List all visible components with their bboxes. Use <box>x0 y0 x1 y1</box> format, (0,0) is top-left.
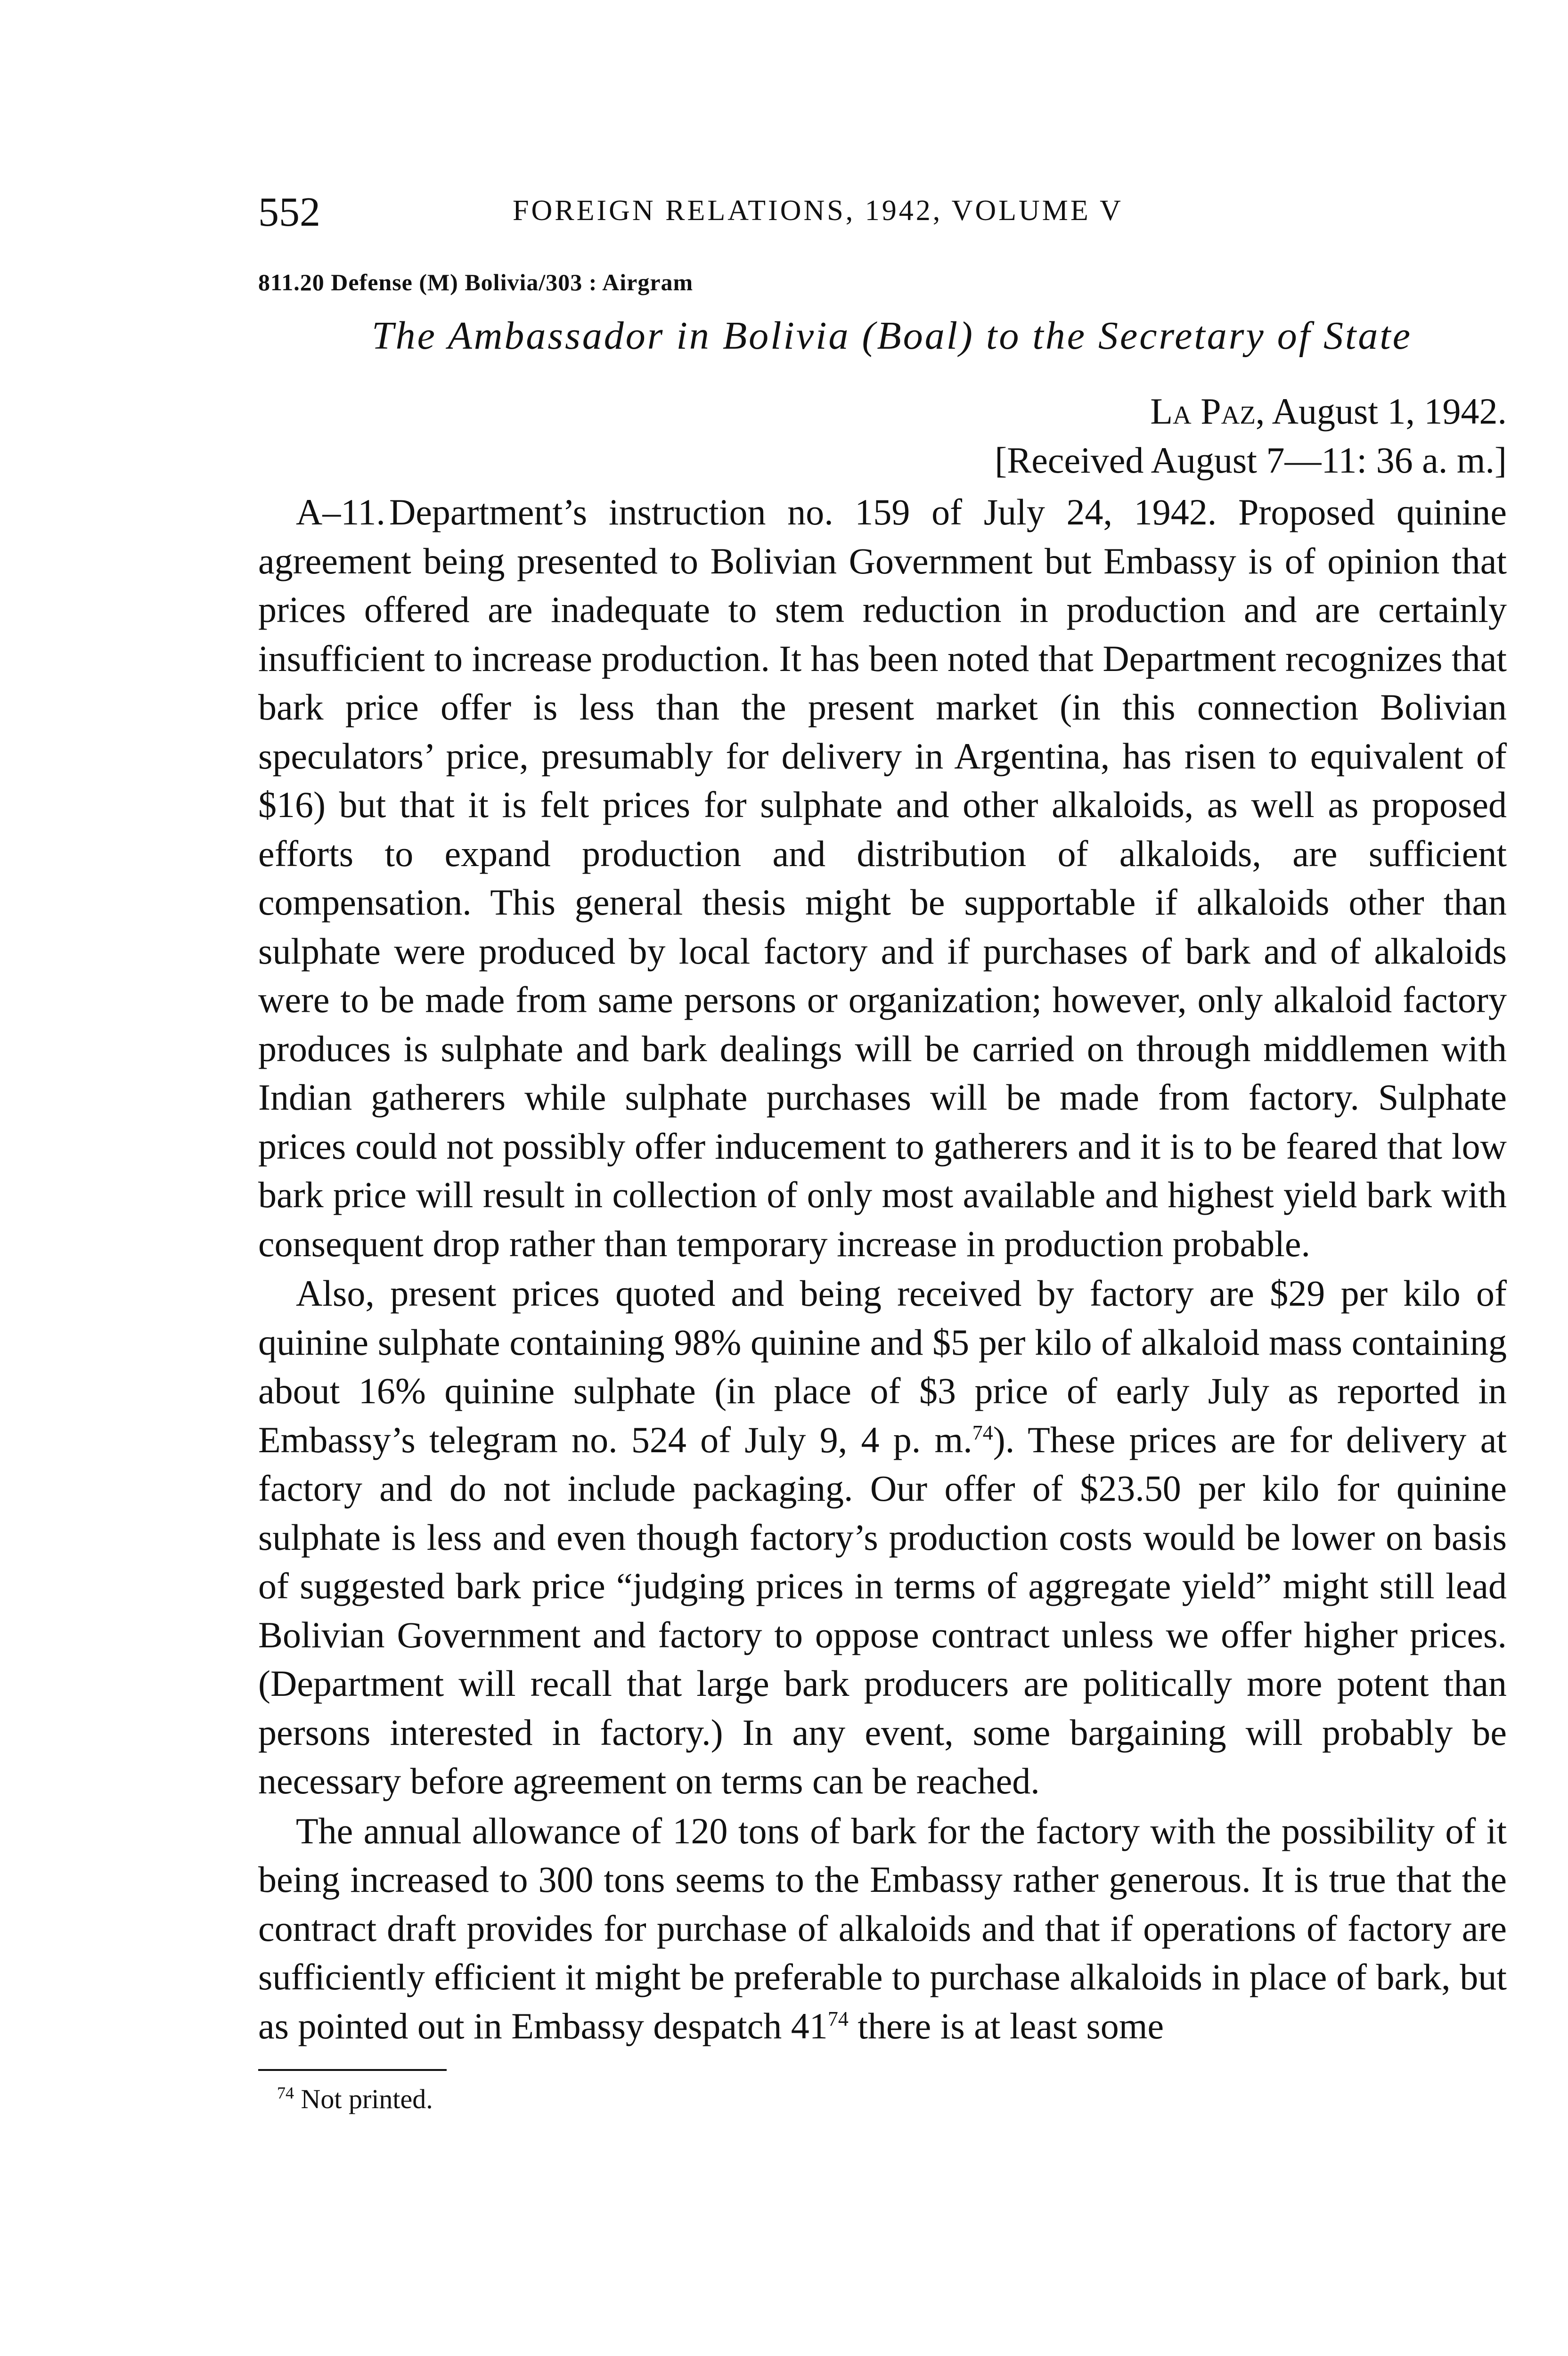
running-title: FOREIGN RELATIONS, 1942, VOLUME V <box>513 195 1123 227</box>
footnote-marker: 74 <box>277 2083 294 2102</box>
paragraph <box>258 1269 1507 1806</box>
dateline-date: August 1, 1942. <box>1272 391 1507 432</box>
page-number: 552 <box>258 189 320 235</box>
running-head <box>258 188 1507 240</box>
document-page <box>258 188 1507 2115</box>
document-body <box>258 488 1507 2050</box>
paragraph <box>258 1807 1507 2051</box>
received-stamp: [Received August 7—11: 36 a. m.] <box>995 440 1507 481</box>
footnote <box>258 2083 1507 2115</box>
paragraph-text: Also, present prices quoted and being received by factory are $29 per kilo of quinine sulphate containing 98% quinine and $5 per kilo of alkaloid mass containing about 16% quinine sulphate (in place of $3 price of early July as reported in Embassy’s telegram no. 524 of July 9, 4 p. m. <box>258 1273 1507 1460</box>
paragraph-text: Department’s instruction no. 159 of July 24, 1942. Proposed quinine agreement being presented to Bolivian Government but Embassy is of opinion that prices offered are inadequate to stem reduction in production and are certainly insufficient to increase production. It has been noted that Department recognizes that bark price offer is less than the present market (in this connection Bolivian speculators’ price, presumably for delivery in Argentina, has risen to equivalent of $16) but that it is felt prices for sulphate and other alkaloids, as well as proposed efforts to expand production and distribution of alkaloids, are sufficient compensation. This general thesis might be supportable if alkaloids other than sulphate were produced by local factory and if purchases of bark and of alkaloids were to be made from same persons or organization; however, only alkaloid factory produces is sulphate and bark dealings will be carried on through middlemen with Indian gatherers while sulphate purchases will be made from factory. Sulphate prices could not possibly offer inducement to gatherers and it is to be feared that low bark price will result in collection of only most available and highest yield bark with consequent drop rather than temporary increase in production probable. <box>258 491 1507 1264</box>
paragraph-text: there is at least some <box>848 2005 1164 2046</box>
document-number: A–11. <box>296 491 385 532</box>
footnote-reference[interactable]: 74 <box>827 2007 849 2030</box>
document-heading: The Ambassador in Bolivia (Boal) to the Secretary of State <box>371 314 1413 358</box>
paragraph-text: ). These prices are for delivery at factory and do not include packaging. Our offer of $23.50 per kilo for quinine sulphate is less and even though factory’s production costs would be lower on basis of suggested bark price “judging prices in terms of aggregate yield” might still lead Bolivian Government and factory to oppose contract unless we offer higher prices. (Department will recall that large bark producers are politically more potent than persons interested in factory.) In any event, some bargaining will probably be necessary before agreement on terms can be reached. <box>258 1419 1507 1801</box>
footnote-reference[interactable]: 74 <box>972 1421 993 1444</box>
file-reference: 811.20 Defense (M) Bolivia/303 : Airgram <box>258 269 694 295</box>
dateline-place: La Paz, <box>1150 391 1265 432</box>
paragraph-text: The annual allowance of 120 tons of bark for the factory with the possibility of it being increased to 300 tons seems to the Embassy rather generous. It is true that the contract draft provides for purchase of alkaloids and that if operations of factory are sufficiently efficient it might be preferable to purchase alkaloids in place of bark, but as pointed out in Embassy despatch 41 <box>258 1810 1507 2046</box>
footnote-divider <box>258 2069 447 2071</box>
dateline <box>258 387 1507 485</box>
footnote-text: Not printed. <box>294 2084 433 2114</box>
paragraph <box>258 488 1507 1268</box>
